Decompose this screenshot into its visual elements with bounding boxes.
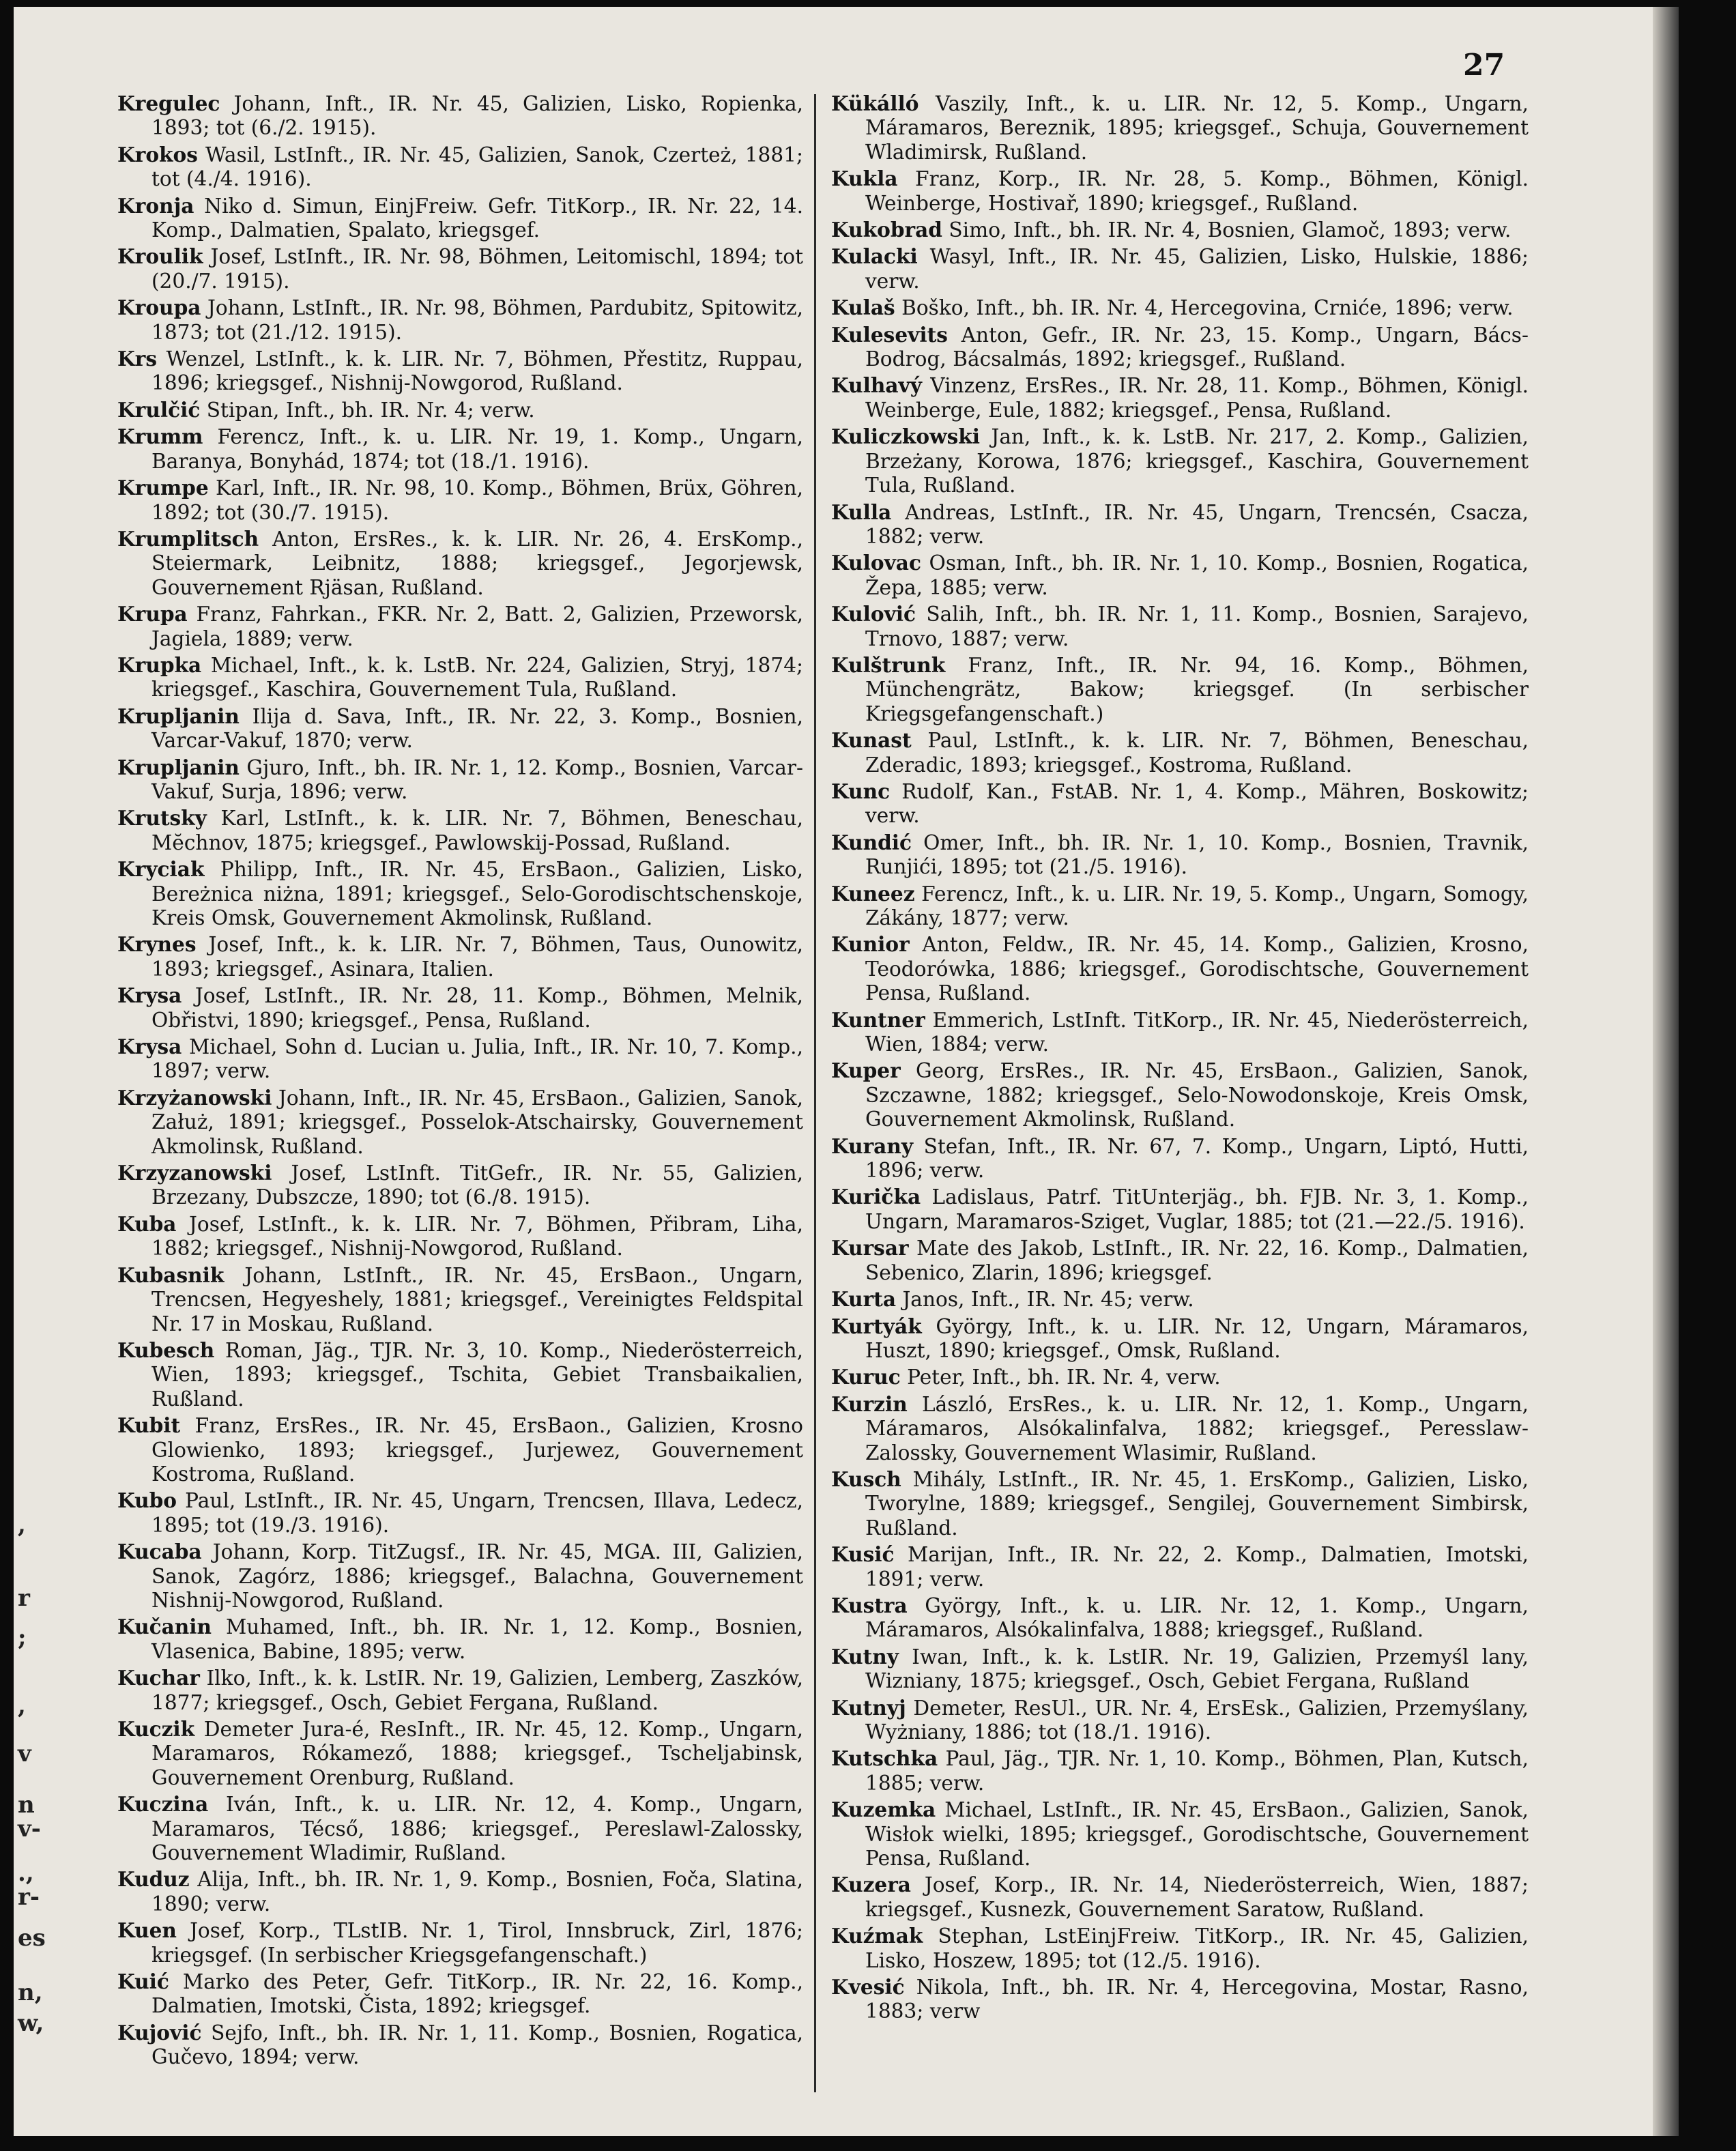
entry-surname: Kucaba: [117, 1540, 202, 1564]
margin-fragment: n: [18, 1791, 35, 1819]
register-entry: [831, 1542, 1529, 1591]
register-entry: [831, 1593, 1529, 1643]
entry-surname: Kryciak: [117, 857, 205, 882]
register-entry: [117, 2021, 803, 2070]
register-entry: [117, 1666, 803, 1715]
entry-surname: Kuper: [831, 1058, 901, 1083]
register-entry: [831, 500, 1529, 549]
entry-surname: Kusić: [831, 1542, 895, 1567]
entry-surname: Kulštrunk: [831, 652, 946, 677]
entry-details: Franz, Inft., IR. Nr. 94, 16. Komp., Böhmen, Münchengrätz, Bakow; kriegsgef. (In serbischer Kriegsgefangenschaft.): [865, 653, 1529, 725]
entry-details: György, Inft., k. u. LIR. Nr. 12, 1. Komp., Ungarn, Máramaros, Alsókalinfalva, 1888; kriegsgef., Rußland.: [865, 1593, 1529, 1642]
entry-surname: Kutnyj: [831, 1695, 906, 1720]
entry-details: Roman, Jäg., TJR. Nr. 3, 10. Komp., Niederösterreich, Wien, 1893; kriegsgef., Tschita, Gebiet Transbaikalien, Rußland.: [151, 1338, 803, 1411]
entry-details: Wasil, LstInft., IR. Nr. 45, Galizien, Sanok, Czerteż, 1881; tot (4./4. 1916).: [151, 143, 803, 191]
register-entry: [117, 1792, 803, 1865]
page-number: 27: [1463, 48, 1505, 83]
entry-details: György, Inft., k. u. LIR. Nr. 12, Ungarn, Máramaros, Huszt, 1890; kriegsgef., Omsk, Rußland.: [865, 1314, 1529, 1362]
entry-surname: Krysa: [117, 1035, 182, 1059]
register-entry: [117, 1161, 803, 1210]
register-entry: [117, 932, 803, 981]
entry-details: Emmerich, LstInft. TitKorp., IR. Nr. 45, Niederösterreich, Wien, 1884; verw.: [865, 1008, 1529, 1056]
register-entry: [117, 806, 803, 855]
entry-surname: Kuduz: [117, 1867, 190, 1892]
register-entry: [831, 1365, 1529, 1389]
entry-details: Philipp, Inft., IR. Nr. 45, ErsBaon., Galizien, Lisko, Bereżnica niżna, 1891; kriegsgef., Selo-Gorodischtschenskoje, Kreis Omsk, Gouvernement Akmolinsk, Rußland.: [151, 858, 803, 929]
entry-surname: Krumpe: [117, 476, 209, 500]
entry-details: Josef, Inft., k. k. LIR. Nr. 7, Böhmen, Taus, Ounowitz, 1893; kriegsgef., Asinara, Italien.: [151, 933, 803, 981]
entry-details: Franz, ErsRes., IR. Nr. 45, ErsBaon., Galizien, Krosno Glowienko, 1893; kriegsgef., Jurjewez, Gouvernement Kostroma, Rußland.: [151, 1414, 803, 1486]
entry-details: Marijan, Inft., IR. Nr. 22, 2. Komp., Dalmatien, Imotski, 1891; verw.: [865, 1543, 1529, 1591]
entry-details: Iván, Inft., k. u. LIR. Nr. 12, 4. Komp., Ungarn, Maramaros, Técső, 1886; kriegsgef., Pereslawl-Zalossky, Gouvernement Wladimir, Rußland.: [151, 1793, 803, 1865]
entry-surname: Kuzemka: [831, 1798, 936, 1822]
register-entry: [831, 602, 1529, 651]
entry-surname: Kunior: [831, 932, 910, 957]
entry-details: Alija, Inft., bh. IR. Nr. 1, 9. Komp., Bosnien, Foča, Slatina, 1890; verw.: [151, 1868, 803, 1916]
entry-surname: Krynes: [117, 932, 197, 957]
register-entry: [117, 143, 803, 192]
entry-surname: Kuźmak: [831, 1924, 923, 1948]
register-entry: [831, 1975, 1529, 2024]
entry-details: Gjuro, Inft., bh. IR. Nr. 1, 12. Komp., Bosnien, Varcar-Vakuf, Surja, 1896; verw.: [151, 755, 803, 803]
register-entry: [831, 1392, 1529, 1465]
margin-fragment: r: [18, 1585, 30, 1612]
register-entry: [831, 779, 1529, 828]
entry-details: Franz, Korp., IR. Nr. 28, 5. Komp., Böhmen, Königl. Weinberge, Hostivař, 1890; kriegsgef., Rußland.: [865, 167, 1529, 215]
entry-details: Karl, Inft., IR. Nr. 98, 10. Komp., Böhmen, Brüx, Göhren, 1892; tot (30./7. 1915).: [151, 476, 803, 524]
entry-details: Demeter, ResUl., UR. Nr. 4, ErsEsk., Galizien, Przemyślany, Wyżniany, 1886; tot (18./1. 1916).: [865, 1696, 1529, 1744]
register-entry: [831, 1134, 1529, 1183]
entry-surname: Kursar: [831, 1236, 909, 1260]
entry-details: Paul, LstInft., IR. Nr. 45, Ungarn, Trencsen, Illava, Ledecz, 1895; tot (19./3. 1916).: [151, 1489, 803, 1537]
margin-fragment: w,: [18, 2010, 44, 2037]
entry-surname: Kuić: [117, 1969, 169, 1994]
entry-surname: Kulovac: [831, 551, 921, 575]
entry-details: Omer, Inft., bh. IR. Nr. 1, 10. Komp., Bosnien, Travnik, Runjići, 1895; tot (21./5. 1916).: [865, 831, 1529, 879]
entry-details: Josef, LstInft., k. k. LIR. Nr. 7, Böhmen, Přibram, Liha, 1882; kriegsgef., Nishnij-Nowgorod, Rußland.: [151, 1212, 803, 1260]
entry-details: Johann, LstInft., IR. Nr. 45, ErsBaon., Ungarn, Trencsen, Hegyeshely, 1881; kriegsgef., Vereinigtes Feldspital Nr. 17 in Moskau, Rußland.: [151, 1263, 803, 1336]
register-entry: [831, 728, 1529, 777]
entry-details: Wenzel, LstInft., k. k. LIR. Nr. 7, Böhmen, Přestitz, Ruppau, 1896; kriegsgef., Nishnij-Nowgorod, Rußland.: [151, 347, 803, 395]
entry-surname: Krzyzanowski: [117, 1161, 272, 1185]
register-entry: [117, 347, 803, 396]
entry-surname: Kučanin: [117, 1615, 212, 1639]
entry-surname: Kroulik: [117, 244, 203, 269]
entry-surname: Kurzin: [831, 1391, 908, 1416]
entry-surname: Kurtyák: [831, 1314, 922, 1338]
margin-fragment: ,: [18, 1512, 26, 1539]
register-entry: [117, 653, 803, 702]
entry-surname: Kuchar: [117, 1666, 200, 1690]
entry-details: Stephan, LstEinjFreiw. TitKorp., IR. Nr. 45, Galizien, Lisko, Hoszew, 1895; tot (12./5. 1916).: [865, 1924, 1529, 1972]
entry-surname: Kuba: [117, 1211, 177, 1236]
register-entry: [117, 1086, 803, 1159]
entry-details: Rudolf, Kan., FstAB. Nr. 1, 4. Komp., Mähren, Boskowitz; verw.: [865, 779, 1529, 828]
register-entry: [117, 424, 803, 474]
entry-details: László, ErsRes., k. u. LIR. Nr. 12, 1. Komp., Ungarn, Máramaros, Alsókalinfalva, 1882; kriegsgef., Peresslaw-Zalossky, Gouvernement Wlasimir, Rußland.: [865, 1392, 1529, 1464]
entry-surname: Kuen: [117, 1918, 177, 1943]
register-entry: [117, 1615, 803, 1664]
register-entry: [117, 295, 803, 345]
margin-fragment: ;: [18, 1624, 27, 1651]
entry-surname: Kukla: [831, 167, 898, 191]
register-entry: [117, 983, 803, 1033]
entry-surname: Kutny: [831, 1644, 899, 1669]
register-entry: [117, 1212, 803, 1261]
margin-fragment: n,: [18, 1979, 43, 2006]
register-entry: [831, 1873, 1529, 1922]
register-entry: [117, 194, 803, 243]
register-entry: [117, 1488, 803, 1538]
register-entry: [831, 1746, 1529, 1795]
margin-fragment: es: [18, 1924, 46, 1952]
entry-details: Michael, Sohn d. Lucian u. Julia, Inft., IR. Nr. 10, 7. Komp., 1897; verw.: [151, 1035, 803, 1083]
entry-details: Marko des Peter, Gefr. TitKorp., IR. Nr. 22, 16. Komp., Dalmatien, Imotski, Čista, 1892; kriegsgef.: [151, 1970, 803, 2018]
entry-surname: Krupka: [117, 652, 202, 677]
margin-fragment: .,: [18, 1860, 34, 1887]
right-column: [831, 91, 1529, 2026]
entry-details: Johann, Inft., IR. Nr. 45, Galizien, Lisko, Ropienka, 1893; tot (6./2. 1915).: [151, 92, 803, 140]
entry-details: Jan, Inft., k. k. LstB. Nr. 217, 2. Komp., Galizien, Brzeżany, Korowa, 1876; kriegsgef., Kaschira, Gouvernement Tula, Rußland.: [865, 425, 1529, 497]
register-entry: [831, 1058, 1529, 1131]
entry-details: Vinzenz, ErsRes., IR. Nr. 28, 11. Komp., Böhmen, Königl. Weinberge, Eule, 1882; kriegsgef., Pensa, Rußland.: [865, 374, 1529, 422]
entry-surname: Kusch: [831, 1467, 901, 1491]
register-entry: [831, 1467, 1529, 1540]
entry-surname: Kvesić: [831, 1975, 905, 2000]
entry-surname: Krupa: [117, 602, 188, 626]
entry-details: Johann, Inft., IR. Nr. 45, ErsBaon., Galizien, Sanok, Załuż, 1891; kriegsgef., Posselok-Atschairsky, Gouvernement Akmolinsk, Rußland.: [151, 1086, 803, 1158]
entry-surname: Kubasnik: [117, 1262, 225, 1287]
left-column: [117, 91, 803, 2072]
entry-details: Andreas, LstInft., IR. Nr. 45, Ungarn, Trencsén, Csacza, 1882; verw.: [865, 500, 1529, 548]
register-entry: [831, 218, 1529, 242]
entry-details: Paul, LstInft., k. k. LIR. Nr. 7, Böhmen, Beneschau, Zderadic, 1893; kriegsgef., Kostroma, Rußland.: [865, 729, 1529, 777]
register-entry: [117, 602, 803, 651]
entry-details: Michael, LstInft., IR. Nr. 45, ErsBaon., Galizien, Sanok, Wisłok wielki, 1895; kriegsgef., Gorodischtsche, Gouvernement Pensa, Rußland.: [865, 1798, 1529, 1871]
entry-details: Paul, Jäg., TJR. Nr. 1, 10. Komp., Böhmen, Plan, Kutsch, 1885; verw.: [865, 1747, 1529, 1795]
entry-surname: Krzyżanowski: [117, 1085, 272, 1110]
entry-details: Michael, Inft., k. k. LstB. Nr. 224, Galizien, Stryj, 1874; kriegsgef., Kaschira, Gouvernement Tula, Rußland.: [151, 653, 803, 702]
entry-details: Josef, LstInft., IR. Nr. 98, Böhmen, Leitomischl, 1894; tot (20./7. 1915).: [151, 245, 803, 293]
entry-surname: Kuczik: [117, 1717, 195, 1741]
entry-surname: Kubo: [117, 1488, 177, 1513]
entry-details: Georg, ErsRes., IR. Nr. 45, ErsBaon., Galizien, Sanok, Szczawne, 1882; kriegsgef., Selo-Nowodonskoje, Kreis Omsk, Gouvernement Akmolinsk, Rußland.: [865, 1059, 1529, 1131]
entry-surname: Krupljanin: [117, 704, 240, 728]
register-entry: [117, 398, 803, 422]
entry-surname: Kuczina: [117, 1792, 209, 1817]
entry-surname: Krumm: [117, 424, 203, 449]
entry-details: Johann, LstInft., IR. Nr. 98, Böhmen, Pardubitz, Spitowitz, 1873; tot (21./12. 1915).: [151, 296, 803, 344]
entry-details: Janos, Inft., IR. Nr. 45; verw.: [896, 1288, 1194, 1312]
entry-details: Niko d. Simun, EinjFreiw. Gefr. TitKorp., IR. Nr. 22, 14. Komp., Dalmatien, Spalato, kriegsgef.: [151, 194, 803, 242]
register-entry: [117, 1263, 803, 1336]
register-entry: [117, 1717, 803, 1790]
entry-surname: Kuzera: [831, 1873, 911, 1897]
register-entry: [117, 1918, 803, 1967]
register-entry: [831, 323, 1529, 372]
entry-details: Vaszily, Inft., k. u. LIR. Nr. 12, 5. Komp., Ungarn, Máramaros, Bereznik, 1895; kriegsgef., Schuja, Gouvernement Wladimirsk, Rußland.: [865, 92, 1529, 164]
entry-details: Anton, Feldw., IR. Nr. 45, 14. Komp., Galizien, Krosno, Teodorówka, 1886; kriegsgef., Gorodischtsche, Gouvernement Pensa, Rußland.: [865, 933, 1529, 1005]
entry-details: Peter, Inft., bh. IR. Nr. 4, verw.: [900, 1366, 1221, 1389]
register-entry: [831, 1645, 1529, 1694]
register-entry: [831, 932, 1529, 1005]
entry-details: Josef, LstInft., IR. Nr. 28, 11. Komp., Böhmen, Melnik, Obřistvi, 1890; kriegsgef., Pensa, Rußland.: [151, 984, 803, 1032]
entry-surname: Krulčić: [117, 397, 201, 422]
entry-details: Boško, Inft., bh. IR. Nr. 4, Hercegovina, Crniće, 1896; verw.: [895, 296, 1514, 320]
register-entry: [117, 704, 803, 753]
register-entry: [831, 295, 1529, 320]
entry-details: Johann, Korp. TitZugsf., IR. Nr. 45, MGA. III, Galizien, Sanok, Zagórz, 1886; kriegsgef., Balachna, Gouvernement Nishnij-Nowgorod, Rußland.: [151, 1540, 803, 1612]
entry-details: Mate des Jakob, LstInft., IR. Nr. 22, 16. Komp., Dalmatien, Sebenico, Zlarin, 1896; kriegsgef.: [865, 1237, 1529, 1284]
register-entry: [117, 1867, 803, 1916]
register-entry: [117, 1413, 803, 1486]
entry-details: Ilija d. Sava, Inft., IR. Nr. 22, 3. Komp., Bosnien, Varcar-Vakuf, 1870; verw.: [151, 704, 803, 753]
entry-details: Josef, Korp., IR. Nr. 14, Niederösterreich, Wien, 1887; kriegsgef., Kusnezk, Gouvernement Saratow, Rußland.: [865, 1873, 1529, 1921]
entry-surname: Kuntner: [831, 1007, 925, 1032]
register-entry: [117, 244, 803, 293]
register-entry: [831, 1798, 1529, 1871]
entry-surname: Kulhavý: [831, 373, 922, 398]
entry-details: Demeter Jura-é, ResInft., IR. Nr. 45, 12. Komp., Ungarn, Maramaros, Rókamező, 1888; kriegsgef., Tscheljabinsk, Gouvernement Orenburg, Rußland.: [151, 1718, 803, 1789]
entry-details: Josef, Korp., TLstIB. Nr. 1, Tirol, Innsbruck, Zirl, 1876; kriegsgef. (In serbischer Kriegsgefangenschaft.): [151, 1919, 803, 1967]
register-entry: [117, 1969, 803, 2019]
entry-details: Karl, LstInft., k. k. LIR. Nr. 7, Böhmen, Beneschau, Mĕchnov, 1875; kriegsgef., Pawlowskij-Possad, Rußland.: [151, 807, 803, 854]
entry-surname: Kulović: [831, 602, 916, 626]
register-entry: [831, 1236, 1529, 1285]
entry-surname: Kulacki: [831, 244, 918, 269]
register-entry: [831, 424, 1529, 497]
entry-surname: Kukobrad: [831, 218, 942, 242]
register-entry: [831, 167, 1529, 216]
entry-surname: Kutschka: [831, 1746, 938, 1771]
page-edge-shadow: [1653, 7, 1679, 2136]
entry-surname: Krysa: [117, 983, 182, 1008]
margin-fragment: ,: [18, 1692, 26, 1720]
register-entry: [117, 476, 803, 525]
register-entry: [117, 857, 803, 930]
entry-details: Ladislaus, Patrf. TitUnterjäg., bh. FJB. Nr. 3, 1. Komp., Ungarn, Maramaros-Sziget, Vuglar, 1885; tot (21.—22./5. 1916).: [865, 1185, 1529, 1233]
register-entry: [831, 831, 1529, 880]
entry-surname: Kundić: [831, 830, 912, 854]
entry-surname: Kubesch: [117, 1338, 215, 1362]
entry-details: Nikola, Inft., bh. IR. Nr. 4, Hercegovina, Mostar, Rasno, 1883; verw: [865, 1976, 1529, 2023]
entry-surname: Kurička: [831, 1185, 921, 1209]
entry-details: Ilko, Inft., k. k. LstIR. Nr. 19, Galizien, Lemberg, Zaszków, 1877; kriegsgef., Osch, Gebiet Fergana, Rußland.: [151, 1666, 803, 1714]
entry-surname: Kunast: [831, 728, 912, 753]
entry-details: Stefan, Inft., IR. Nr. 67, 7. Komp., Ungarn, Liptó, Hutti, 1896; verw.: [865, 1134, 1529, 1183]
register-entry: [831, 373, 1529, 422]
entry-surname: Kulla: [831, 500, 892, 524]
entry-surname: Kulesevits: [831, 322, 948, 347]
margin-fragment: r-: [18, 1883, 40, 1911]
entry-details: Anton, Gefr., IR. Nr. 23, 15. Komp., Ungarn, Bács-Bodrog, Bácsalmás, 1892; kriegsgef., Rußland.: [865, 323, 1529, 371]
entry-details: Mihály, LstInft., IR. Nr. 45, 1. ErsKomp., Galizien, Lisko, Tworylne, 1889; kriegsgef., Sengilej, Gouvernement Simbirsk, Rußland.: [865, 1467, 1529, 1540]
entry-surname: Kükálló: [831, 91, 919, 115]
entry-details: Franz, Fahrkan., FKR. Nr. 2, Batt. 2, Galizien, Przeworsk, Jagiela, 1889; verw.: [151, 603, 803, 650]
register-entry: [831, 244, 1529, 293]
entry-surname: Kurany: [831, 1134, 914, 1158]
register-entry: [831, 1924, 1529, 1973]
entry-surname: Krs: [117, 347, 157, 371]
register-entry: [117, 527, 803, 600]
entry-details: Muhamed, Inft., bh. IR. Nr. 1, 12. Komp., Bosnien, Vlasenica, Babine, 1895; verw.: [151, 1615, 803, 1663]
register-entry: [117, 91, 803, 141]
column-divider: [814, 94, 816, 2092]
entry-surname: Kujović: [117, 2020, 202, 2045]
entry-details: Osman, Inft., bh. IR. Nr. 1, 10. Komp., Bosnien, Rogatica, Žepa, 1885; verw.: [865, 551, 1529, 599]
entry-details: Anton, ErsRes., k. k. LIR. Nr. 26, 4. ErsKomp., Steiermark, Leibnitz, 1888; kriegsgef., Jegorjewsk, Gouvernement Rjäsan, Rußland.: [151, 527, 803, 599]
entry-surname: Kroupa: [117, 295, 201, 320]
entry-surname: Krutsky: [117, 806, 207, 831]
entry-details: Sejfo, Inft., bh. IR. Nr. 1, 11. Komp., Bosnien, Rogatica, Gučevo, 1894; verw.: [151, 2021, 803, 2069]
register-entry: [117, 1035, 803, 1084]
register-entry: [831, 1008, 1529, 1057]
entry-surname: Kunc: [831, 779, 891, 803]
margin-fragment: v-: [18, 1815, 41, 1843]
entry-surname: Kuliczkowski: [831, 424, 981, 449]
register-entry: [831, 653, 1529, 726]
register-entry: [117, 1540, 803, 1613]
entry-details: Simo, Inft., bh. IR. Nr. 4, Bosnien, Glamoč, 1893; verw.: [942, 218, 1511, 242]
register-entry: [831, 1696, 1529, 1745]
register-entry: [117, 755, 803, 805]
margin-fragment: v: [18, 1740, 31, 1767]
entry-details: Ferencz, Inft., k. u. LIR. Nr. 19, 5. Komp., Ungarn, Somogy, Zákány, 1877; verw.: [865, 882, 1529, 929]
entry-surname: Krumplitsch: [117, 526, 259, 551]
register-entry: [831, 1185, 1529, 1234]
entry-surname: Kubit: [117, 1413, 181, 1438]
entry-surname: Kregulec: [117, 91, 220, 115]
entry-details: Wasyl, Inft., IR. Nr. 45, Galizien, Lisko, Hulskie, 1886; verw.: [865, 245, 1529, 293]
entry-surname: Kulaš: [831, 295, 895, 320]
entry-surname: Kuneez: [831, 881, 915, 906]
entry-details: Stipan, Inft., bh. IR. Nr. 4; verw.: [200, 398, 535, 422]
register-entry: [831, 551, 1529, 600]
entry-surname: Krupljanin: [117, 755, 240, 779]
register-entry: [831, 882, 1529, 931]
left-margin-fragments: [14, 7, 46, 2136]
entry-surname: Kronja: [117, 193, 194, 218]
entry-surname: Kustra: [831, 1593, 908, 1617]
document-page: [14, 7, 1679, 2136]
register-entry: [117, 1338, 803, 1411]
entry-details: Salih, Inft., bh. IR. Nr. 1, 11. Komp., Bosnien, Sarajevo, Trnovo, 1887; verw.: [865, 603, 1529, 650]
entry-surname: Kurta: [831, 1287, 897, 1312]
register-entry: [831, 1287, 1529, 1312]
entry-surname: Krokos: [117, 142, 198, 167]
entry-details: Josef, LstInft. TitGefr., IR. Nr. 55, Galizien, Brzezany, Dubszcze, 1890; tot (6./8. 1915).: [151, 1161, 803, 1209]
entry-surname: Kuruc: [831, 1365, 901, 1389]
register-entry: [831, 1314, 1529, 1363]
entry-details: Ferencz, Inft., k. u. LIR. Nr. 19, 1. Komp., Ungarn, Baranya, Bonyhád, 1874; tot (18./1. 1916).: [151, 425, 803, 473]
entry-details: Iwan, Inft., k. k. LstIR. Nr. 19, Galizien, Przemyśl lany, Wizniany, 1875; kriegsgef., Osch, Gebiet Fergana, Rußland: [865, 1645, 1529, 1693]
register-entry: [831, 91, 1529, 164]
